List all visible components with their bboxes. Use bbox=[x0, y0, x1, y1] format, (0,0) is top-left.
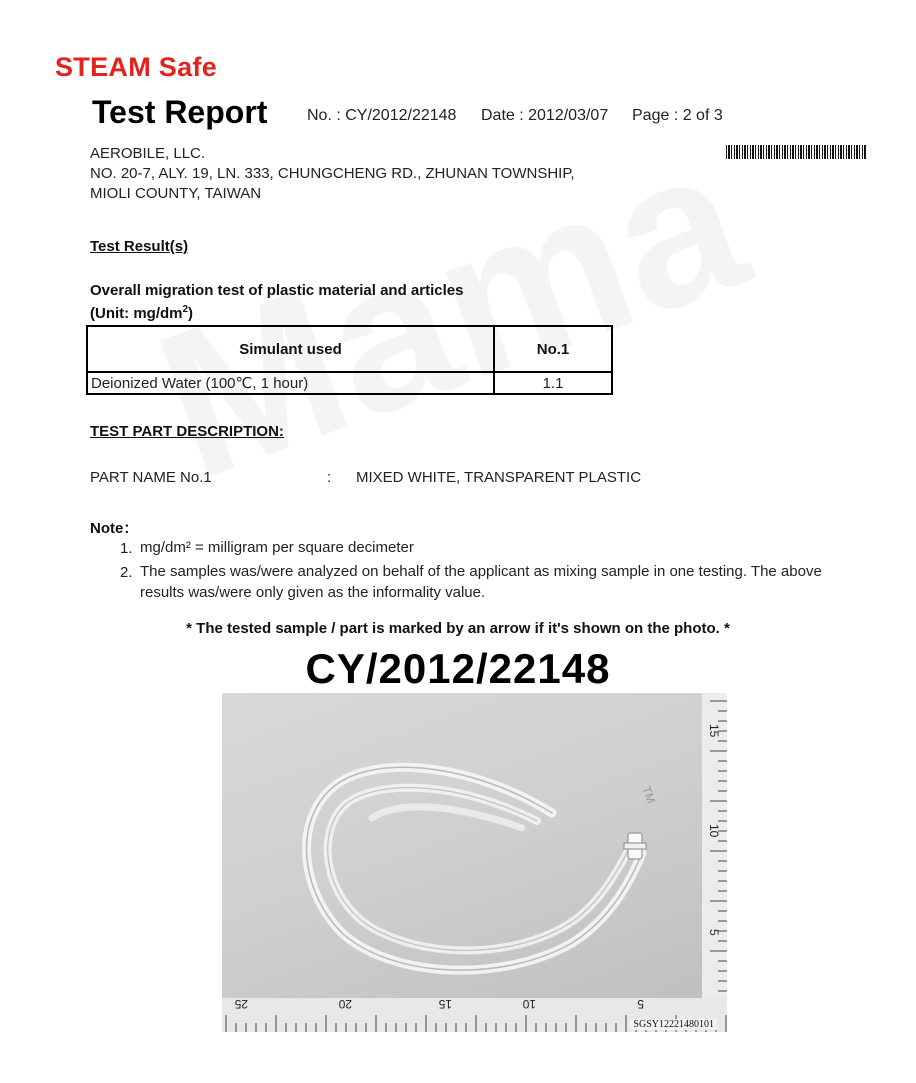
photo-id-label: SGSY12221480101 bbox=[630, 1019, 717, 1030]
ruler-label: 5 bbox=[707, 929, 721, 936]
applicant-name: AEROBILE, LLC. bbox=[90, 145, 206, 162]
test-results-heading: Test Result(s) bbox=[90, 238, 189, 255]
ruler-label: 10 bbox=[522, 997, 536, 1011]
note-text-1: mg/dm² = milligram per square decimeter bbox=[140, 539, 414, 556]
ruler-label: 20 bbox=[338, 997, 352, 1011]
test-name: Overall migration test of plastic material and articles bbox=[90, 282, 464, 299]
cell-simulant: Deionized Water (100℃, 1 hour) bbox=[87, 372, 494, 394]
plastic-tube bbox=[307, 767, 642, 970]
applicant-address-line-2: MIOLI COUNTY, TAIWAN bbox=[90, 185, 262, 202]
unit-prefix: (Unit: mg/dm bbox=[90, 305, 183, 322]
table-row bbox=[87, 372, 612, 394]
report-title: Test Report bbox=[92, 94, 268, 130]
watermark-tm: TM bbox=[639, 784, 659, 806]
ruler-label: 5 bbox=[637, 997, 644, 1011]
ruler-label: 15 bbox=[438, 997, 452, 1011]
ruler-label: 15 bbox=[707, 724, 721, 738]
ruler-label: 25 bbox=[234, 997, 248, 1011]
barcode bbox=[726, 145, 866, 159]
applicant-address-line-1: NO. 20-7, ALY. 19, LN. 333, CHUNGCHENG RD., ZHUNAN TOWNSHIP, bbox=[90, 165, 575, 182]
sample-id: CY/2012/22148 bbox=[305, 645, 611, 692]
page-indicator: Page : 2 of 3 bbox=[632, 107, 723, 124]
note-number-2: 2. bbox=[120, 564, 133, 581]
sample-photo bbox=[222, 693, 727, 1032]
test-part-description-heading: TEST PART DESCRIPTION: bbox=[90, 423, 284, 440]
table-header-row bbox=[87, 326, 612, 372]
tubing-illustration bbox=[222, 693, 727, 1032]
part-name-value: MIXED WHITE, TRANSPARENT PLASTIC bbox=[356, 469, 642, 486]
note-text-2: The samples was/were analyzed on behalf of the applicant as mixing sample in one testing. The above results was/were only given as the informality value. bbox=[140, 563, 822, 601]
cell-result-no1: 1.1 bbox=[494, 372, 612, 394]
note-number-1: 1. bbox=[120, 540, 133, 557]
note-heading: Note： bbox=[90, 520, 139, 537]
report-date: Date : 2012/03/07 bbox=[481, 107, 609, 124]
watermark bbox=[130, 96, 772, 527]
column-header-simulant: Simulant used bbox=[87, 326, 494, 372]
part-name-label: PART NAME No.1 bbox=[90, 469, 212, 486]
ruler-label: 10 bbox=[707, 824, 721, 838]
unit-suffix: ) bbox=[188, 305, 194, 322]
part-name-colon: : bbox=[327, 469, 332, 486]
results-table bbox=[86, 325, 613, 395]
unit-label bbox=[90, 304, 193, 322]
unit-exponent: 2 bbox=[182, 304, 189, 315]
photo-caption: * The tested sample / part is marked by an arrow if it's shown on the photo. * bbox=[186, 620, 730, 637]
report-number: No. : CY/2012/22148 bbox=[307, 107, 457, 124]
column-header-no1: No.1 bbox=[494, 326, 612, 372]
brand-logo: STEAM Safe bbox=[55, 52, 218, 82]
vertical-ruler bbox=[702, 693, 727, 998]
